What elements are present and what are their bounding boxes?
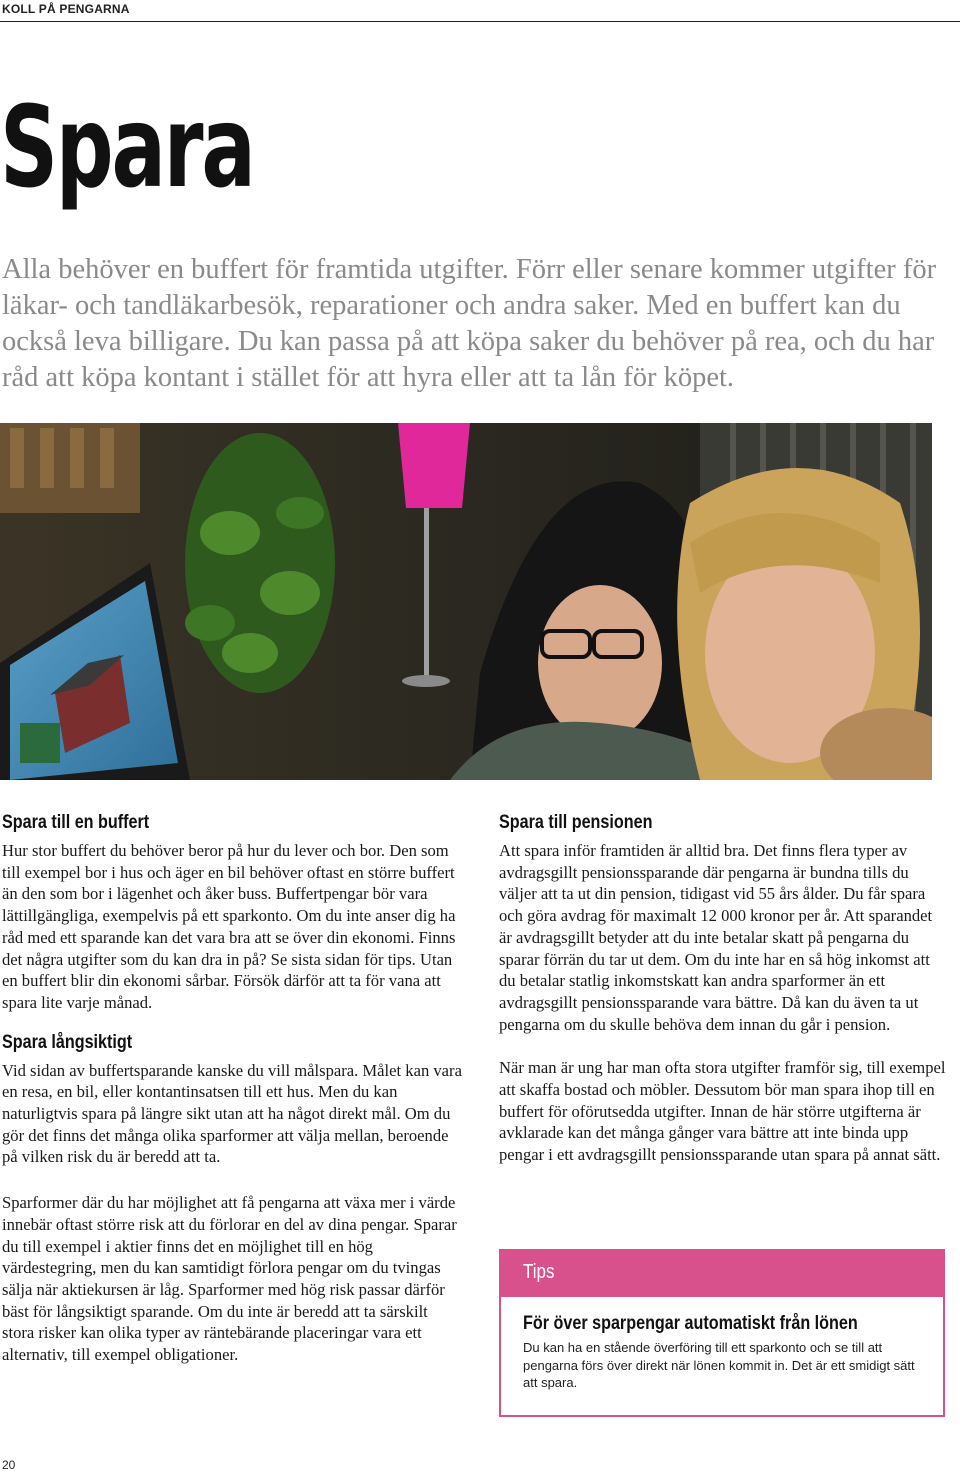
- tips-box: [499, 1249, 945, 1417]
- photo-woman-and-boy-at-computer: [0, 423, 932, 780]
- paragraph-langsiktigt: Vid sidan av buffertsparande kanske du vill målspara. Målet kan vara en resa, en bil, eller kontantinsatsen till ett hus. Men du kan naturligtvis spara på längre sikt utan att ha något direkt mål. Om du gör det finns det många olika sparformer att välja mellan, beroende på vilken risk du är beredd att ta.: [2, 1060, 462, 1167]
- tips-title: För över sparpengar automatiskt från lönen: [523, 1313, 858, 1334]
- page-title: Spara: [0, 83, 254, 213]
- header-rule: [0, 21, 960, 22]
- heading-spara-till-pensionen: Spara till pensionen: [499, 812, 653, 833]
- tips-label: Tips: [523, 1261, 555, 1283]
- heading-spara-langsiktigt: Spara långsiktigt: [2, 1031, 133, 1053]
- right-column: [499, 810, 949, 1166]
- paragraph-pension: Att spara inför framtiden är alltid bra. Det finns flera typer av avdragsgillt pensionssparande där pengarna är bundna tills du väljer att ta ut din pension, tidigast vid 55 års ålder. Du får spara och göra avdrag för maximalt 12 000 kronor per år. Att sparandet är avdragsgillt betyder att du inte betalar skatt på pengarna du sparar förrän du tar ut dem. Om du inte har en så hög inkomst att du betalar statlig inkomstskatt kan andra sparformer än ett avdragsgillt pensionssparande vara bättre. Då kan du även ta ut pengarna om du skulle behöva dem innan du går i pension.: [499, 841, 933, 1034]
- tips-header: [501, 1251, 943, 1297]
- paragraph-ung: När man är ung har man ofta stora utgifter framför sig, till exempel att skaffa bostad och möbler. Dessutom bör man spara ihop till en buffert för oförutsedda utgifter. Innan de här större utgifterna är avklarade kan det många gånger vara bättre att inte binda upp pengar i ett avdragsgillt pensionssparande utan spara på annat sätt.: [499, 1058, 946, 1165]
- paragraph-sparformer: Sparformer där du har möjlighet att få pengarna att växa mer i värde innebär oftast större risk att du förlorar en del av dina pengar. Sparar du till exempel i aktier finns det en möjlighet till en hög värdestegring, men du kan samtidigt förlora pengar om du tvingas sälja när aktiekursen är låg. Sparformer med hög risk passar därför bäst för långsiktigt sparande. Om du inte är beredd att ta särskilt stora risker kan olika typer av räntebärande placeringar vara ett alternativ, till exempel obligationer.: [2, 1193, 457, 1365]
- page-number: 20: [2, 1458, 16, 1472]
- left-column: [2, 810, 464, 1366]
- tips-body: Du kan ha en stående överföring till ett sparkonto och se till att pengarna förs över direkt när lönen kommit in. Det är ett smidigt sätt att spara.: [523, 1340, 915, 1390]
- heading-spara-till-en-buffert: Spara till en buffert: [2, 812, 150, 833]
- paragraph-buffert: Hur stor buffert du behöver beror på hur du lever och bor. Den som till exempel bor i hus och äger en bil behöver oftast en större buffert än den som bor i lägenhet och åker buss. Buffertpengar bör vara lättillgängliga, exempelvis på ett sparkonto. Om du inte anser dig ha råd med ett sparande kan det vara bra att se över din ekonomi. Finns det några utgifter som du kan dra in på? Se sista sidan för tips. Utan en buffert blir din ekonomi sårbar. Försök därför att ta för vana att spara lite varje månad.: [2, 841, 456, 1012]
- section-label: KOLL PÅ PENGARNA: [2, 2, 130, 16]
- intro-paragraph: Alla behöver en buffert för framtida utgifter. Förr eller senare kommer utgifter för läkar- och tandläkarbesök, reparationer och andra saker. Med en buffert kan du också leva billigare. Du kan passa på att köpa saker du behöver på rea, och du har råd att köpa kontant i stället för att hyra eller att ta lån för köpet.: [2, 254, 937, 393]
